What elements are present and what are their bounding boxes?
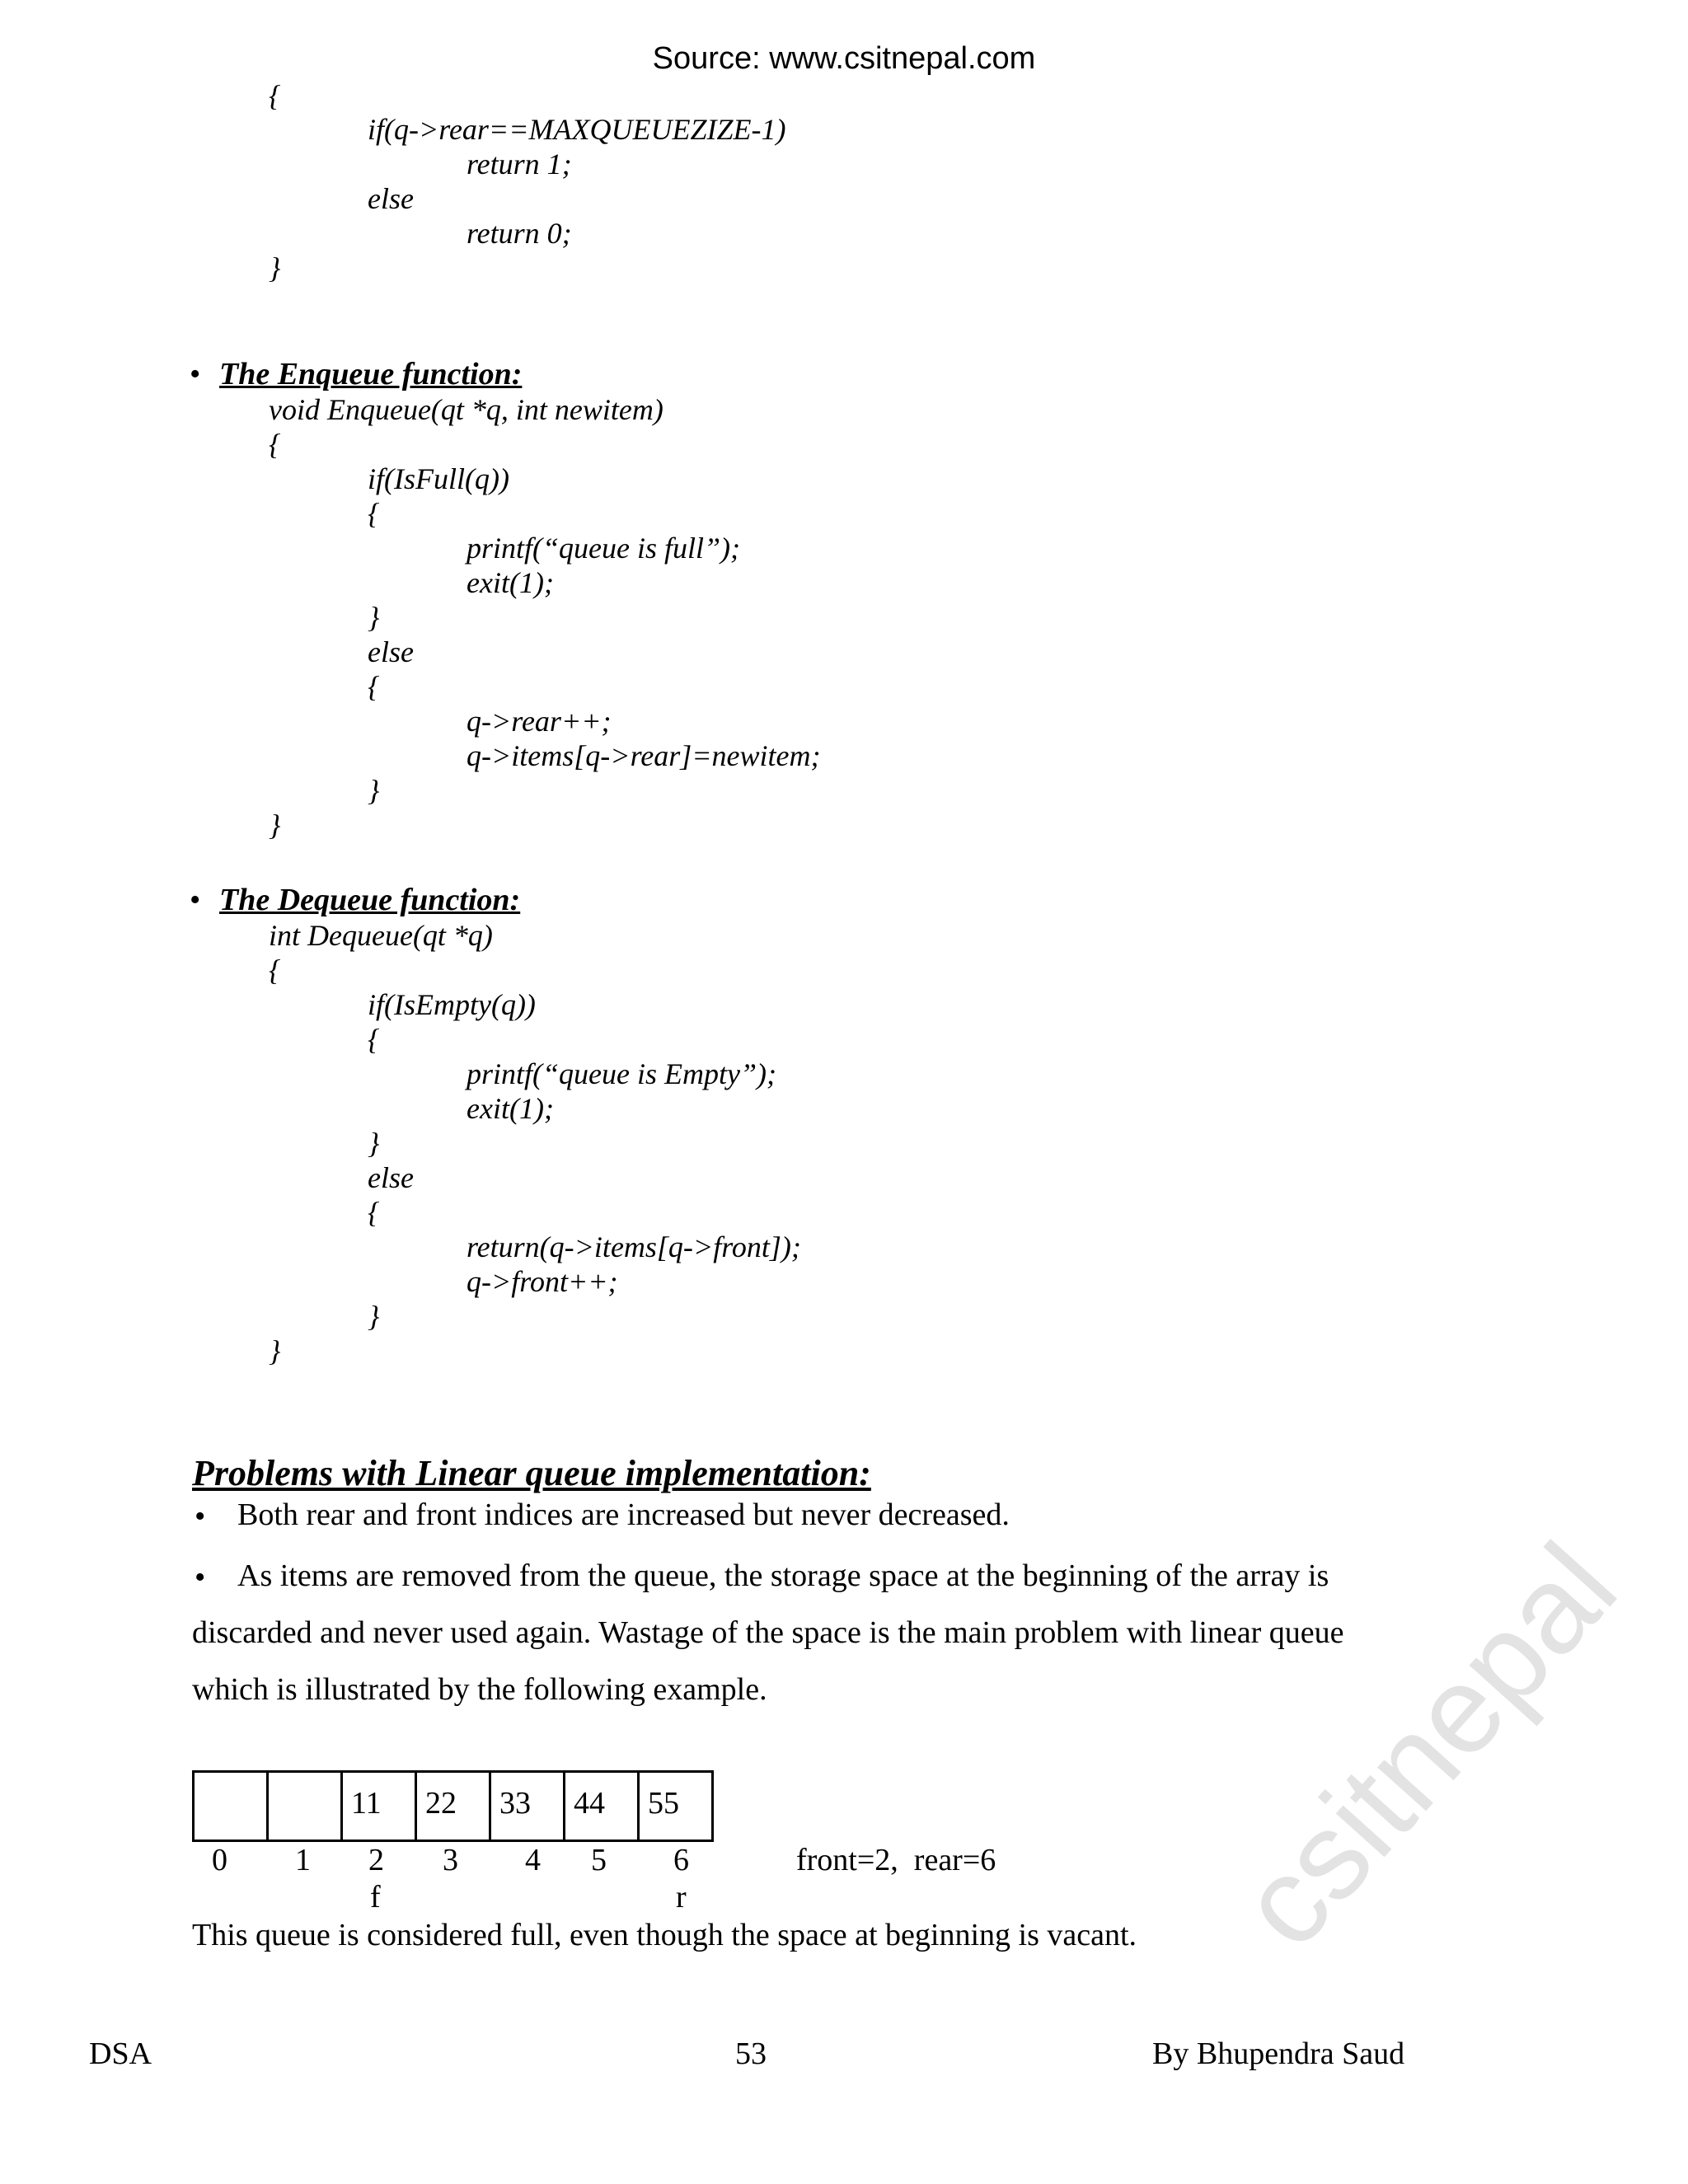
code-line: if(q->rear==MAXQUEUEZIZE-1)	[368, 113, 786, 146]
code-line: {	[368, 497, 380, 530]
code-line: else	[368, 1161, 414, 1194]
code-line: if(IsFull(q))	[368, 462, 509, 495]
page-number: 53	[735, 2036, 767, 2071]
code-line: {	[269, 428, 281, 461]
queue-index: 0	[212, 1843, 227, 1877]
code-line: int Dequeue(qt *q)	[269, 919, 493, 952]
queue-cell: 22	[416, 1772, 490, 1841]
code-line: exit(1);	[467, 566, 554, 599]
code-line: printf(“queue is Empty”);	[467, 1057, 776, 1090]
bullet-icon: •	[195, 1560, 206, 1595]
problem-bullet-2: As items are removed from the queue, the storage space at the beginning of the array is discarded and never used again. Wastage of the space is the main problem with linear queue which is illustrated by the following example.	[192, 1558, 1344, 1707]
code-line: if(IsEmpty(q))	[368, 988, 536, 1021]
queue-cell	[268, 1772, 342, 1841]
queue-cell: 55	[639, 1772, 713, 1841]
code-line: printf(“queue is full”);	[467, 532, 740, 565]
footer-left: DSA	[89, 2036, 152, 2071]
code-line: }	[368, 601, 380, 634]
problem-bullet-1: Both rear and front indices are increased but never decreased.	[237, 1497, 1010, 1532]
queue-cell: 11	[342, 1772, 416, 1841]
footer-author: By Bhupendra Saud	[1152, 2036, 1405, 2071]
queue-cell	[194, 1772, 268, 1841]
code-line: }	[368, 1300, 380, 1333]
code-line: {	[368, 1023, 380, 1056]
queue-array	[192, 1770, 714, 1842]
bullet-icon: •	[190, 357, 201, 391]
queue-caption: This queue is considered full, even though the space at beginning is vacant.	[192, 1918, 1137, 1952]
code-line: }	[269, 808, 281, 841]
code-line: void Enqueue(qt *q, int newitem)	[269, 393, 663, 426]
problems-heading: Problems with Linear queue implementation:	[192, 1453, 871, 1493]
code-line: {	[269, 79, 281, 112]
code-line: }	[368, 1127, 380, 1160]
front-marker: f	[370, 1880, 381, 1915]
rear-marker: r	[676, 1880, 687, 1915]
code-line: }	[269, 251, 281, 284]
code-line: exit(1);	[467, 1092, 554, 1125]
code-line: return 1;	[467, 148, 572, 180]
code-line: return 0;	[467, 217, 572, 250]
bullet-icon: •	[190, 883, 201, 917]
code-line: return(q->items[q->front]);	[467, 1230, 801, 1263]
enqueue-heading: The Enqueue function:	[219, 357, 523, 391]
code-line: else	[368, 635, 414, 668]
queue-index: 5	[591, 1843, 607, 1877]
code-line: }	[368, 774, 380, 807]
queue-index: 2	[368, 1843, 384, 1877]
queue-cell: 44	[565, 1772, 639, 1841]
code-line: q->front++;	[467, 1265, 618, 1298]
queue-index: 6	[673, 1843, 689, 1877]
queue-index: 3	[443, 1843, 458, 1877]
source-header: Source: www.csitnepal.com	[652, 41, 1036, 76]
queue-cell: 33	[490, 1772, 565, 1841]
code-line: }	[269, 1334, 281, 1367]
front-rear-values: front=2, rear=6	[796, 1843, 996, 1877]
code-line: else	[368, 182, 414, 215]
code-line: {	[368, 1196, 380, 1229]
queue-index: 1	[295, 1843, 311, 1877]
dequeue-heading: The Dequeue function:	[219, 883, 521, 917]
code-line: q->items[q->rear]=newitem;	[467, 739, 821, 772]
watermark: csitnepal	[1212, 1517, 1643, 1973]
code-line: {	[269, 954, 281, 987]
bullet-icon: •	[195, 1499, 206, 1534]
code-line: {	[368, 670, 380, 703]
code-line: q->rear++;	[467, 705, 612, 738]
queue-index: 4	[525, 1843, 541, 1877]
